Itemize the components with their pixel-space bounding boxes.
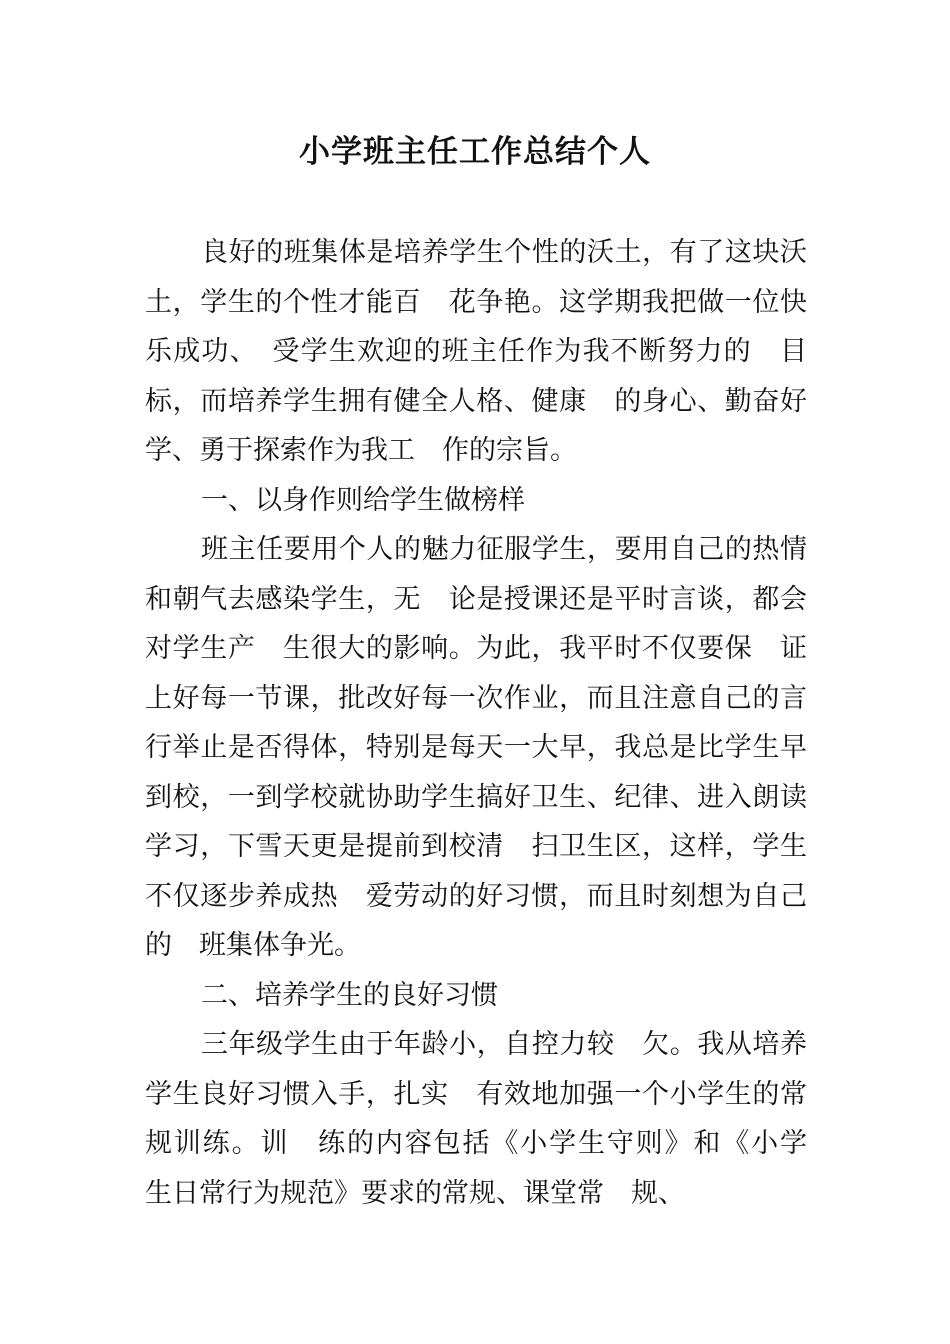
document-title: 小学班主任工作总结个人 [299,134,651,170]
section-heading-2: 二、培养学生的良好习惯 [201,979,498,1011]
paragraph-section-1: 班主任要用个人的魅力征服学生，要用自己的热情和朝气去感染学生，无 论是授课还是平时言谈，都会对学生产 生很大的影响。为此，我平时不仅要保 证上好每一节课，批改好每一次作业，而且注意自己的言行举止是否得体，特别是每天一大早，我总是比学生早到校，一到学校就协助学生搞好卫生、纪律、进入朗读学习，下雪天更是提前到校清 扫卫生区，这样，学生不仅逐步养成热 爱劳动的好习惯，而且时刻想为自己的 班集体争光。 [145,534,807,961]
paragraph-intro: 良好的班集体是培养学生个性的沃土，有了这块沃土，学生的个性才能百 花争艳。这学期我把做一位快乐成功、 受学生欢迎的班主任作为我不断努力的 目标，而培养学生拥有健全人格、健康 的身心、勤奋好学、勇于探索作为我工 作的宗旨。 [145,237,807,466]
document-body [145,228,834,1218]
section-heading-1: 一、以身作则给学生做榜样 [201,484,525,516]
paragraph-section-2: 三年级学生由于年龄小，自控力较 欠。我从培养学生良好习惯入手，扎实 有效地加强一个小学生的常规训练。训 练的内容包括《小学生守则》和《小学 生日常行为规范》要求的常规、课堂常 规、 [145,1029,834,1209]
